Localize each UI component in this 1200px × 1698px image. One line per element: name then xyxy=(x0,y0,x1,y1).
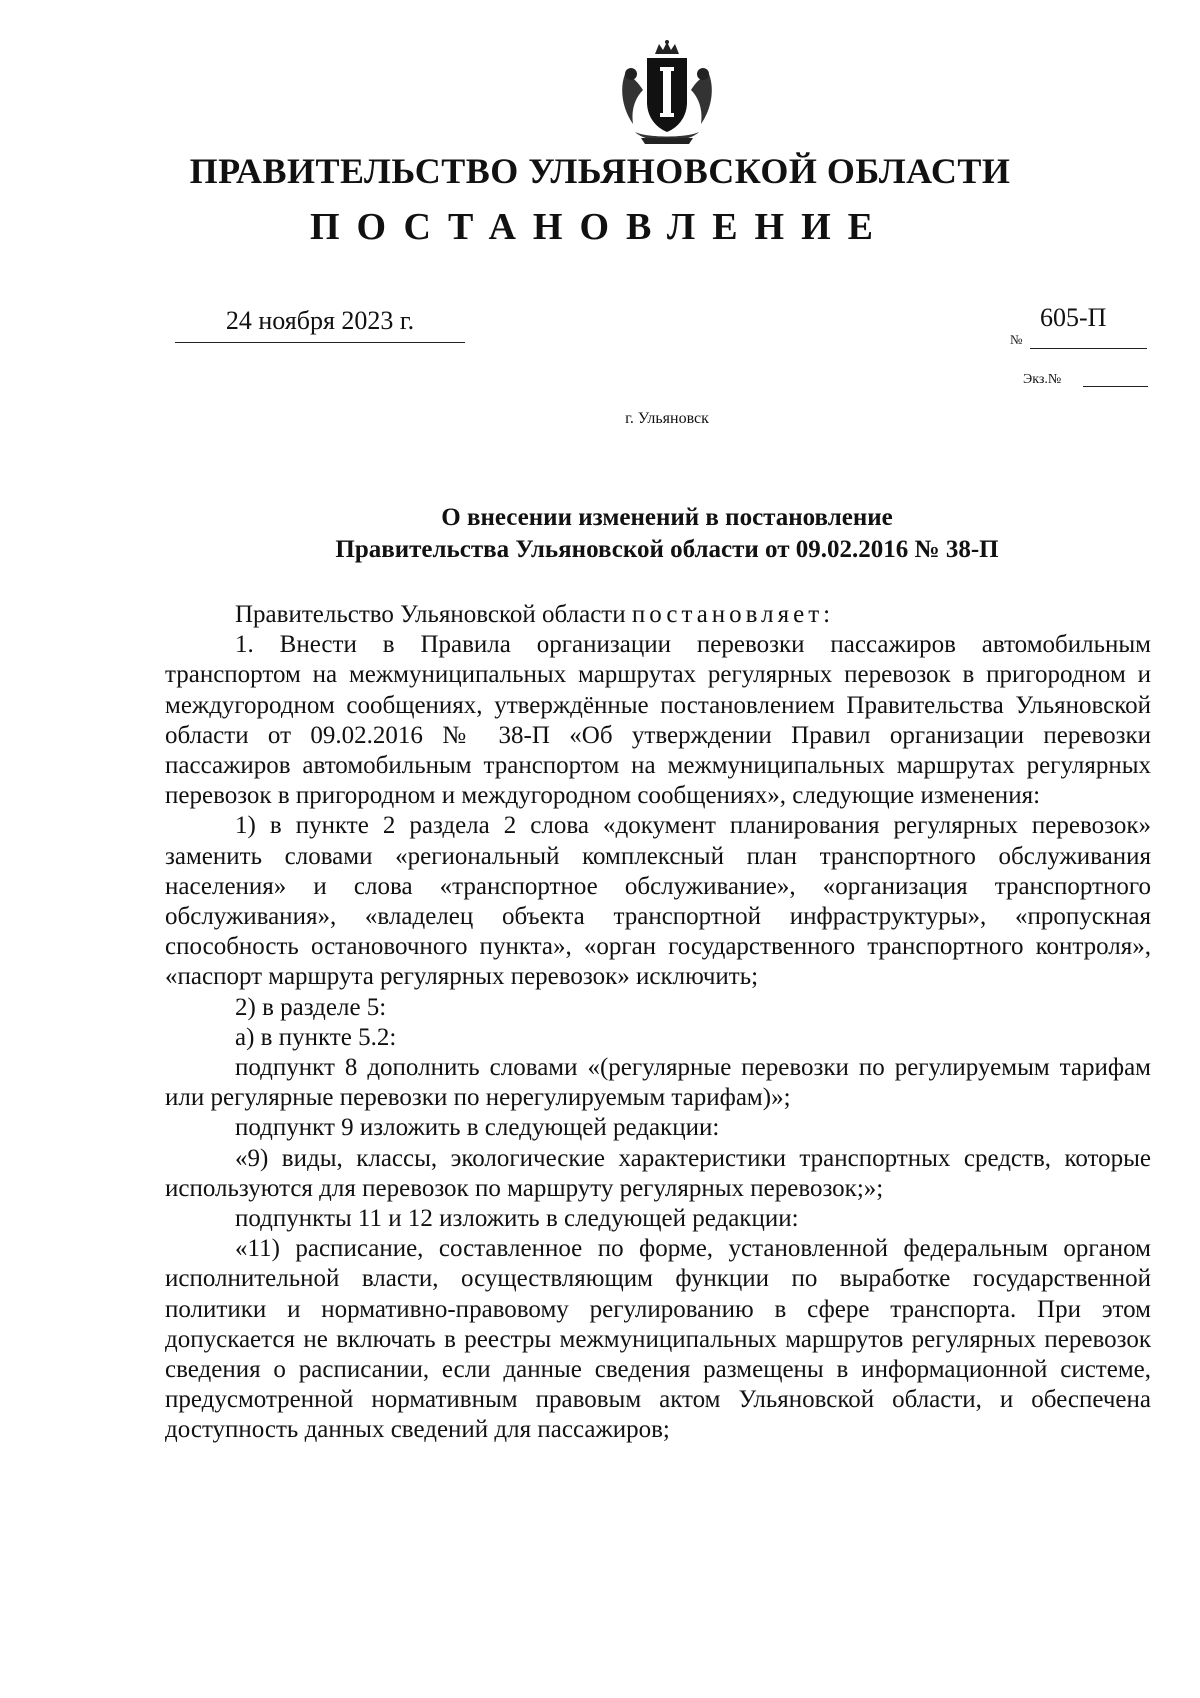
copy-number-label: Экз.№ xyxy=(1023,372,1062,387)
intro-paragraph xyxy=(165,600,1151,630)
document-number: 605-П xyxy=(1040,303,1107,332)
intro-suffix: : xyxy=(823,601,831,628)
paragraph: подпункт 9 изложить в следующей редакции: xyxy=(235,1114,720,1142)
paragraph: 1. Внести в Правила организации перевозки пассажиров автомобильным транспортом на межмуниципальных маршрутах регулярных перевозок в пригородном и междугородном сообщениях, утверждённые постановлением Правительства Ульяновской области от 09.02.2016 № 38-П «Об утверждении Правил организации перевозки пассажиров автомобильным транспортом на межмуниципальных маршрутах регулярных перевозок в пригородном и междугородном сообщениях», следующие изменения: xyxy=(165,631,1151,810)
paragraph: а) в пункте 5.2: xyxy=(235,1023,397,1051)
number-label: № xyxy=(1010,332,1023,347)
paragraph: 1) в пункте 2 раздела 2 слова «документ планирования регулярных перевозок» заменить словами «региональный комплексный план транспортного обслуживания населения» и слова «транспортное обслуживание», «организация транспортного обслуживания», «владелец объекта транспортной инфраструктуры», «пропускная способность остановочного пункта», «орган государственного транспортного контроля», «паспорт маршрута регулярных перевозок» исключить; xyxy=(165,812,1151,991)
number-underline xyxy=(1030,348,1147,349)
title-line-2: Правительства Ульяновской области от 09.02.2016 № 38-П xyxy=(335,536,999,563)
paragraph: подпункты 11 и 12 изложить в следующей редакции: xyxy=(235,1205,799,1233)
document-date: 24 ноября 2023 г. xyxy=(175,306,465,343)
paragraph: «9) виды, классы, экологические характеристики транспортных средств, которые используются для перевозок по маршруту регулярных перевозок;»; xyxy=(165,1144,1151,1202)
intro-prefix: Правительство Ульяновской области xyxy=(235,601,632,628)
document-title xyxy=(0,502,1200,566)
title-line-1: О внесении изменений в постановление xyxy=(441,504,893,531)
paragraph: «11) расписание, составленное по форме, установленной федеральным органом исполнительной власти, осуществляющим функции по выработке государственной политики и нормативно-правовому регулированию в сфере транспорта. При этом допускается не включать в реестры межмуниципальных маршрутов регулярных перевозок сведения о расписании, если данные сведения размещены в информационной системе, предусмотренной нормативным правовым актом Ульяновской области, и обеспечена доступность данных сведений для пассажиров; xyxy=(165,1235,1151,1444)
coat-of-arms-icon xyxy=(617,40,717,150)
document-body xyxy=(165,600,1151,1446)
copy-number-underline xyxy=(1083,386,1148,387)
paragraph: подпункт 8 дополнить словами «(регулярные перевозки по регулируемым тарифам или регулярные перевозки по нерегулируемым тарифам)»; xyxy=(165,1054,1151,1112)
paragraph: 2) в разделе 5: xyxy=(235,993,387,1021)
document-type: ПОСТАНОВЛЕНИЕ xyxy=(309,206,891,248)
intro-verb: постановляет xyxy=(631,601,824,628)
city: г. Ульяновск xyxy=(625,410,709,427)
organization-name: ПРАВИТЕЛЬСТВО УЛЬЯНОВСКОЙ ОБЛАСТИ xyxy=(189,151,1011,191)
